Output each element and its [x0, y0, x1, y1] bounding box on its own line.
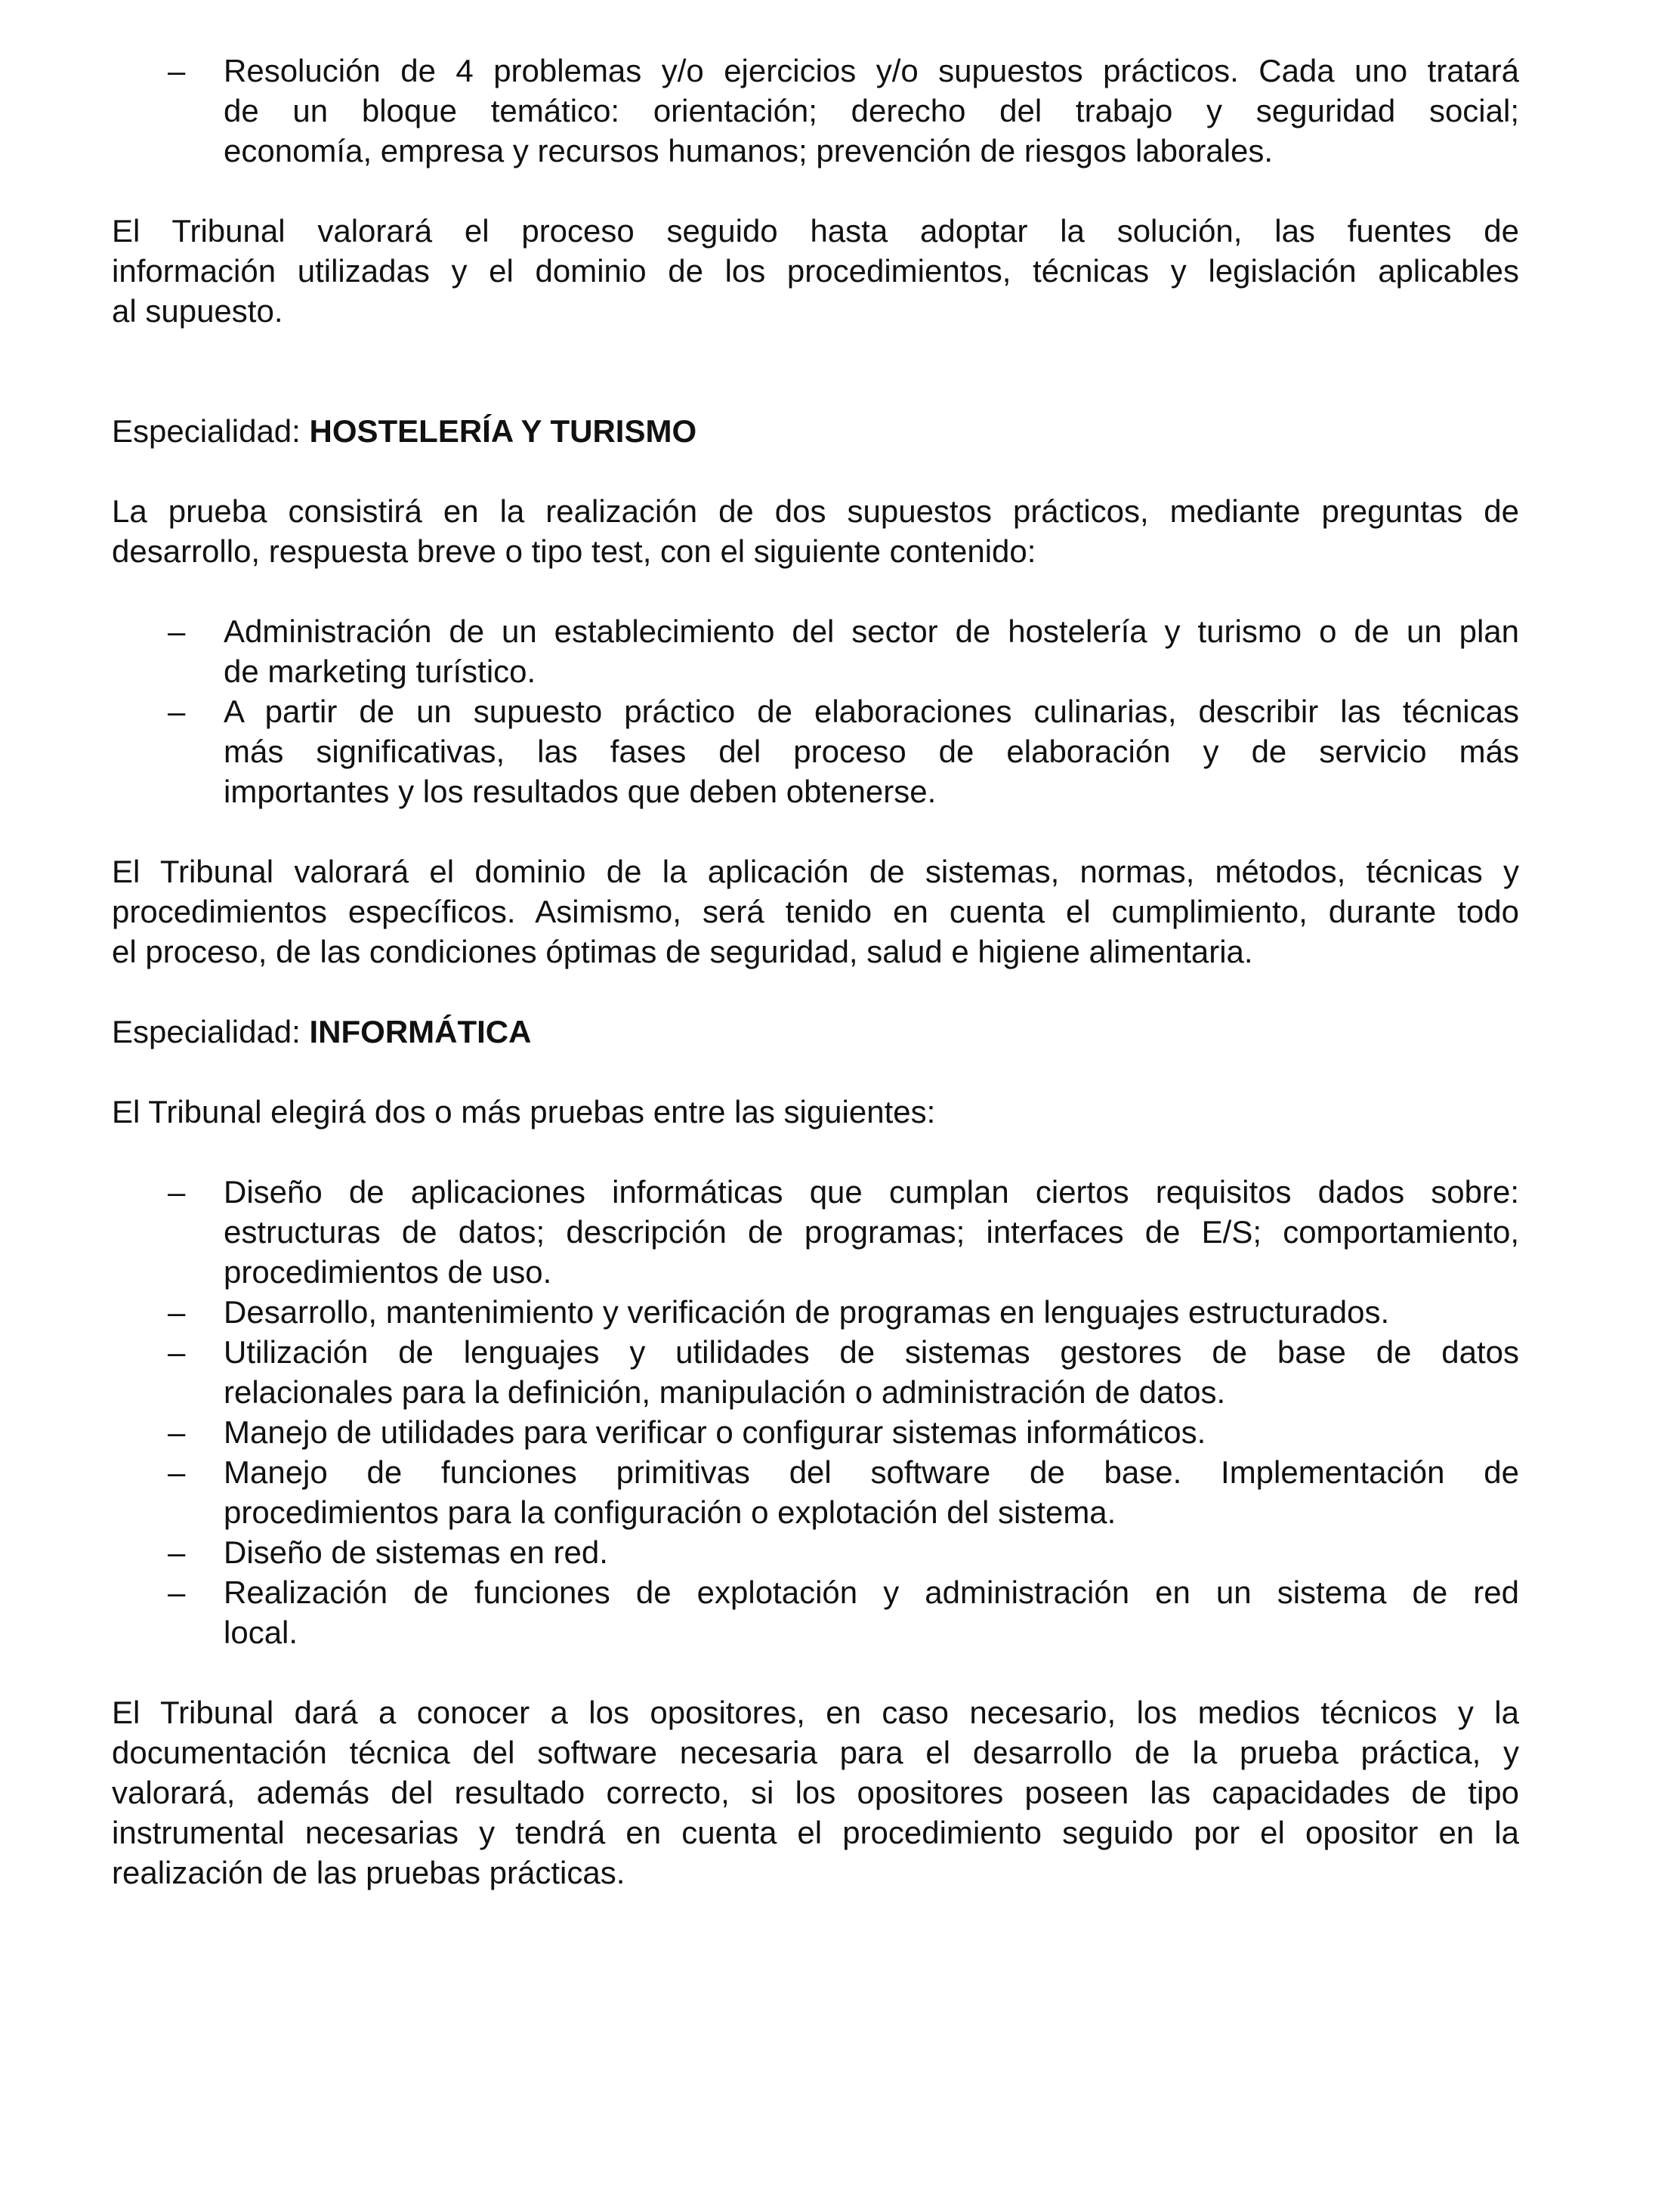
document-page	[112, 51, 1519, 1893]
list-item	[112, 1172, 1519, 1292]
text-line: desarrollo, respuesta breve o tipo test, con el siguiente contenido:	[112, 533, 1036, 569]
text-line: economía, empresa y recursos humanos; prevención de riesgos laborales.	[224, 133, 1274, 168]
list-item	[112, 611, 1519, 691]
bullet-list	[112, 1172, 1519, 1652]
dash-bullet-icon: –	[168, 613, 186, 649]
spacer	[112, 571, 1519, 611]
text-line: al supuesto.	[112, 293, 283, 329]
text-line: más significativas, las fases del proceso de elaboración y de servicio más	[224, 734, 1519, 769]
heading-label: Especialidad:	[112, 413, 310, 449]
section-heading	[112, 1012, 1519, 1052]
spacer	[112, 171, 1519, 211]
text-line: El Tribunal valorará el proceso seguido hasta adoptar la solución, las fuentes de	[112, 213, 1519, 249]
dash-bullet-icon: –	[168, 1174, 186, 1210]
text-line: Resolución de 4 problemas y/o ejercicios y/o supuestos prácticos. Cada uno tratará	[224, 53, 1519, 88]
heading-label: Especialidad:	[112, 1014, 310, 1049]
dash-bullet-icon: –	[168, 1334, 186, 1370]
text-line: instrumental necesarias y tendrá en cuenta el procedimiento seguido por el opositor en la	[112, 1815, 1519, 1850]
text-line: documentación técnica del software necesaria para el desarrollo de la prueba práctica, y	[112, 1735, 1519, 1770]
text-line: Utilización de lenguajes y utilidades de sistemas gestores de base de datos	[224, 1334, 1519, 1370]
spacer	[112, 811, 1519, 851]
paragraph	[112, 1692, 1519, 1893]
dash-bullet-icon: –	[168, 1534, 186, 1570]
text-line: valorará, además del resultado correcto, si los opositores poseen las capacidades de tipo	[112, 1775, 1519, 1810]
list-item	[112, 1412, 1519, 1452]
dash-bullet-icon: –	[168, 1294, 186, 1330]
dash-bullet-icon: –	[168, 1414, 186, 1450]
spacer	[112, 972, 1519, 1012]
heading-specialty: INFORMÁTICA	[309, 1014, 532, 1049]
text-line: La prueba consistirá en la realización de dos supuestos prácticos, mediante preguntas de	[112, 493, 1519, 529]
text-line: estructuras de datos; descripción de programas; interfaces de E/S; comportamiento,	[224, 1214, 1519, 1250]
text-line: procedimientos específicos. Asimismo, será tenido en cuenta el cumplimiento, durante todo	[112, 894, 1519, 929]
list-item	[112, 1452, 1519, 1532]
text-line: el proceso, de las condiciones óptimas de seguridad, salud e higiene alimentaria.	[112, 934, 1253, 969]
text-line: local.	[224, 1615, 298, 1650]
bullet-list	[112, 611, 1519, 811]
dash-bullet-icon: –	[168, 53, 186, 88]
paragraph	[112, 211, 1519, 331]
list-item	[112, 691, 1519, 811]
text-line: Desarrollo, mantenimiento y verificación de programas en lenguajes estructurados.	[224, 1294, 1390, 1330]
list-item	[112, 1332, 1519, 1412]
spacer	[112, 1132, 1519, 1172]
text-line: realización de las pruebas prácticas.	[112, 1855, 625, 1890]
text-line: relacionales para la definición, manipulación o administración de datos.	[224, 1374, 1226, 1410]
list-item	[112, 1292, 1519, 1332]
paragraph	[112, 491, 1519, 571]
text-line: importantes y los resultados que deben obtenerse.	[224, 774, 937, 809]
section-heading	[112, 411, 1519, 451]
dash-bullet-icon: –	[168, 694, 186, 729]
text-line: El Tribunal valorará el dominio de la aplicación de sistemas, normas, métodos, técnicas y	[112, 854, 1519, 889]
bullet-list	[112, 51, 1519, 171]
dash-bullet-icon: –	[168, 1454, 186, 1490]
text-line: de marketing turístico.	[224, 654, 536, 689]
list-item	[112, 51, 1519, 171]
text-line: Manejo de utilidades para verificar o configurar sistemas informáticos.	[224, 1414, 1206, 1450]
dash-bullet-icon: –	[168, 1575, 186, 1610]
spacer	[112, 1652, 1519, 1692]
spacer	[112, 331, 1519, 411]
text-line: Realización de funciones de explotación y administración en un sistema de red	[224, 1575, 1519, 1610]
text-line: información utilizadas y el dominio de los procedimientos, técnicas y legislación aplicables	[112, 253, 1519, 289]
list-item	[112, 1572, 1519, 1652]
text-line: procedimientos de uso.	[224, 1254, 552, 1290]
text-line: Diseño de aplicaciones informáticas que cumplan ciertos requisitos dados sobre:	[224, 1174, 1519, 1210]
list-item	[112, 1532, 1519, 1572]
text-line: Administración de un establecimiento del sector de hostelería y turismo o de un plan	[224, 613, 1519, 649]
spacer	[112, 451, 1519, 491]
paragraph	[112, 1092, 1519, 1132]
text-line: A partir de un supuesto práctico de elaboraciones culinarias, describir las técnicas	[224, 694, 1519, 729]
text-line: procedimientos para la configuración o explotación del sistema.	[224, 1494, 1116, 1530]
text-line: El Tribunal elegirá dos o más pruebas entre las siguientes:	[112, 1094, 936, 1130]
text-line: El Tribunal dará a conocer a los opositores, en caso necesario, los medios técnicos y la	[112, 1695, 1519, 1730]
text-line: de un bloque temático: orientación; derecho del trabajo y seguridad social;	[224, 93, 1519, 128]
spacer	[112, 1052, 1519, 1092]
text-line: Diseño de sistemas en red.	[224, 1534, 608, 1570]
heading-specialty: HOSTELERÍA Y TURISMO	[309, 413, 697, 449]
text-line: Manejo de funciones primitivas del software de base. Implementación de	[224, 1454, 1519, 1490]
paragraph	[112, 851, 1519, 972]
